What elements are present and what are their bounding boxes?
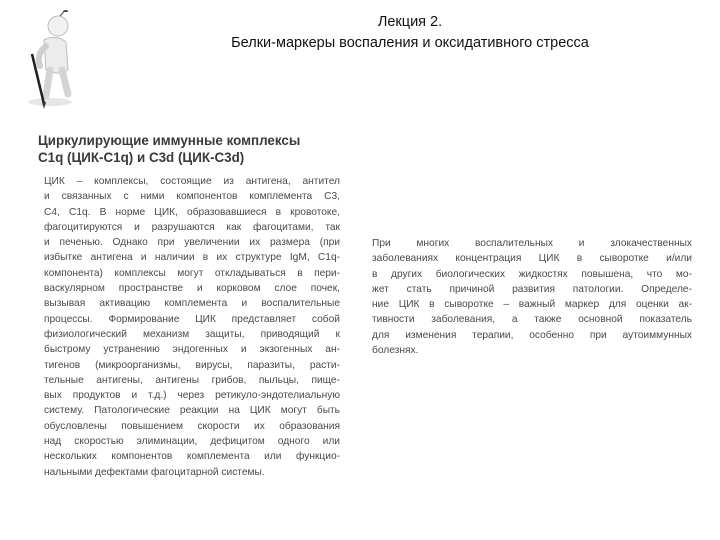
paragraph-line: систему. Патологические реакции на ЦИК могут быть	[44, 405, 340, 417]
paragraph-line: в других биологических жидкостях повышена, что мо-	[372, 268, 692, 280]
section-heading-line-1: Циркулирующие иммунные комплексы	[38, 133, 301, 148]
paragraph-line: ЦИК – комплексы, состоящие из антигена, антител	[44, 176, 340, 187]
paragraph-line: нескольких компонентов комплемента или функцио-	[44, 451, 340, 463]
paragraph-line: и связанных с ними компонентов комплемента С3,	[44, 191, 340, 203]
paragraph-line: С4, С1q. В норме ЦИК, образовавшиеся в кровотоке,	[44, 206, 340, 218]
paragraph-line: При многих воспалительных и злокачественных	[372, 238, 692, 249]
paragraph-line: физиологический механизм защиты, приводящий к	[44, 328, 340, 340]
paragraph-line: процессы. Формирование ЦИК представляет собой	[44, 313, 340, 325]
paragraph-line: тигенов (микроорганизмы, вирусы, паразиты, расти-	[44, 359, 340, 371]
paragraph-line: ние ЦИК в сыворотке – важный маркер для оценки ак-	[372, 299, 692, 311]
left-paragraph	[44, 174, 340, 480]
lecture-title-line-1: Лекция 2.	[377, 14, 443, 30]
paragraph-line: тивности заболевания, а также основной показатель	[372, 314, 692, 326]
paragraph-line: компонента) комплексы могут откладываться в пери-	[44, 267, 340, 279]
section-heading	[38, 132, 348, 166]
paragraph-line: и печенью. Однако при увеличении их размера (при	[44, 237, 340, 249]
section-heading-line-2: C1q (ЦИК-C1q) и C3d (ЦИК-C3d)	[38, 150, 245, 165]
paragraph-line: болезнях.	[372, 345, 419, 357]
figure-with-pencil-illustration	[20, 10, 84, 110]
paragraph-line: для изменения терапии, особенно при аутоиммунных	[372, 329, 692, 341]
lecture-title-line-2: Белки-маркеры воспаления и оксидативного стресса	[231, 35, 589, 51]
paragraph-line: вых продуктов и т.д.) через ретикуло-эндотелиальную	[44, 390, 340, 402]
paragraph-line: быстрому устранению эндогенных и экзогенных ан-	[44, 344, 340, 356]
right-paragraph	[372, 236, 692, 358]
paragraph-line: нальными дефектами фагоцитарной системы.	[44, 466, 265, 478]
lecture-title	[180, 12, 640, 54]
paragraph-line: тельные антигены, антигены грибов, пыльцы, пище-	[44, 374, 340, 386]
paragraph-line: обусловлены повышением скорости их образования	[44, 420, 340, 432]
paragraph-line: жет стать причиной развития патологии. Определе-	[372, 283, 692, 295]
paragraph-line: над скоростью элиминации, дефицитом одного или	[44, 436, 340, 448]
paragraph-line: васкулярном пространстве и корковом слое почек,	[44, 283, 340, 295]
paragraph-line: избытке антигена и наличии в их структуре IgM, C1q-	[44, 252, 340, 264]
paragraph-line: заболеваниях концентрация ЦИК в сыворотке и/или	[372, 253, 692, 265]
paragraph-line: фагоцитируются и разрушаются как фагоцитами, так	[44, 221, 340, 233]
paragraph-line: вызывая активацию комплемента и воспалительные	[44, 298, 340, 310]
